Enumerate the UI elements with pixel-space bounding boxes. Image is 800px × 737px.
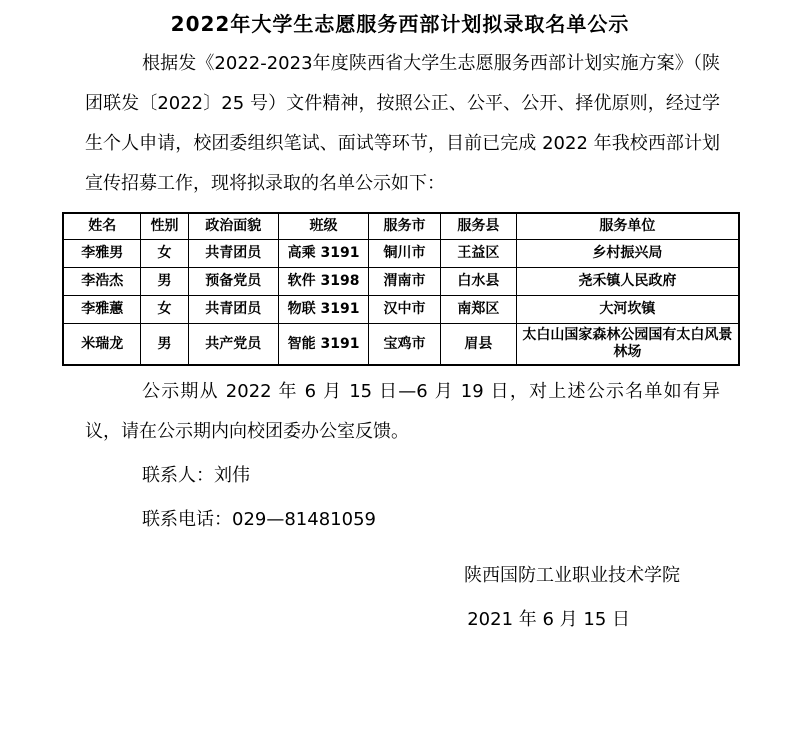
cell-county: 白水县: [440, 268, 516, 296]
cell-party: 共青团员: [188, 296, 278, 324]
cell-unit: 太白山国家森林公园国有太白风景林场: [516, 324, 739, 366]
contact-phone: 联系电话：029—81481059: [142, 509, 376, 530]
table-header-row: [63, 213, 739, 240]
header-party: 政治面貌: [188, 213, 278, 240]
cell-city: 渭南市: [369, 268, 441, 296]
cell-unit: 尧禾镇人民政府: [516, 268, 739, 296]
cell-unit: 大河坎镇: [516, 296, 739, 324]
table-row: [63, 296, 739, 324]
issue-date: 2021 年 6 月 15 日: [467, 609, 630, 630]
contact-person: 联系人：刘伟: [142, 465, 250, 486]
cell-class: 智能 3191: [278, 324, 368, 366]
cell-class: 物联 3191: [278, 296, 368, 324]
header-unit: 服务单位: [516, 213, 739, 240]
cell-unit: 乡村振兴局: [516, 240, 739, 268]
header-gender: 性别: [141, 213, 188, 240]
cell-city: 汉中市: [369, 296, 441, 324]
cell-county: 南郑区: [440, 296, 516, 324]
issuing-organization: 陕西国防工业职业技术学院: [464, 565, 680, 586]
cell-name: 李浩杰: [63, 268, 141, 296]
cell-gender: 男: [141, 324, 188, 366]
cell-party: 预备党员: [188, 268, 278, 296]
cell-gender: 男: [141, 268, 188, 296]
cell-class: 高乘 3191: [278, 240, 368, 268]
cell-city: 铜川市: [369, 240, 441, 268]
table-row: [63, 240, 739, 268]
header-city: 服务市: [369, 213, 441, 240]
header-county: 服务县: [440, 213, 516, 240]
table-row: [63, 324, 739, 366]
cell-city: 宝鸡市: [369, 324, 441, 366]
cell-class: 软件 3198: [278, 268, 368, 296]
publicity-period-paragraph: 公示期从 2022 年 6 月 15 日—6 月 19 日，对上述公示名单如有异议，请在公示期内向校团委办公室反馈。: [85, 381, 720, 442]
cell-name: 米瑞龙: [63, 324, 141, 366]
admission-roster-table: [62, 212, 740, 366]
table-row: [63, 268, 739, 296]
cell-name: 李雅男: [63, 240, 141, 268]
header-class: 班级: [278, 213, 368, 240]
cell-gender: 女: [141, 240, 188, 268]
intro-paragraph: 根据发《2022-2023年度陕西省大学生志愿服务西部计划实施方案》（陕团联发〔2022〕25 号）文件精神，按照公正、公平、公开、择优原则，经过学生个人申请，校团委组织笔试、面试等环节，目前已完成 2022 年我校西部计划宣传招募工作，现将拟录取的名单公示如下：: [85, 53, 720, 194]
cell-county: 王益区: [440, 240, 516, 268]
cell-gender: 女: [141, 296, 188, 324]
header-name: 姓名: [63, 213, 141, 240]
page-title: 2022年大学生志愿服务西部计划拟录取名单公示: [170, 12, 630, 36]
cell-party: 共青团员: [188, 240, 278, 268]
cell-name: 李雅蕙: [63, 296, 141, 324]
cell-county: 眉县: [440, 324, 516, 366]
cell-party: 共产党员: [188, 324, 278, 366]
